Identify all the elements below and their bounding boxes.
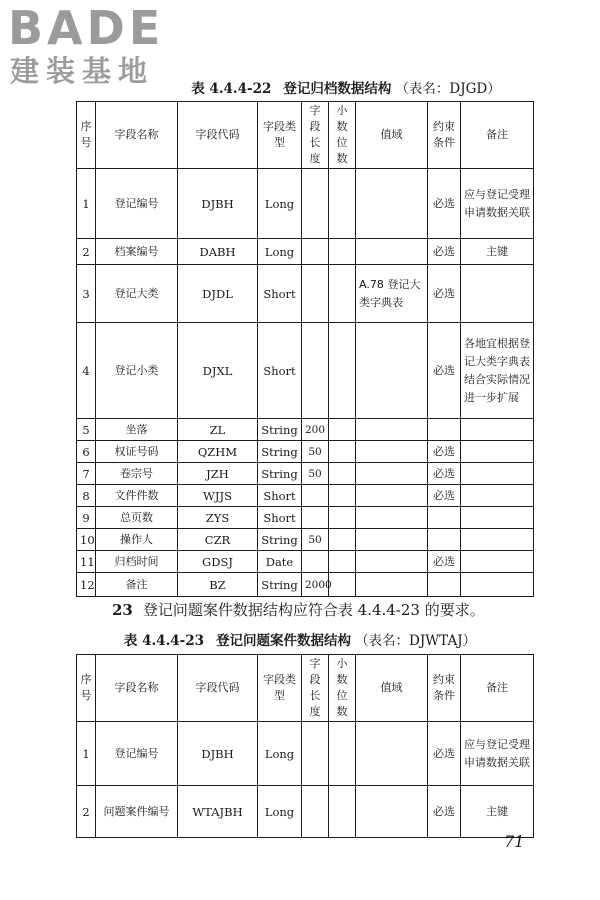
constraint-cell: 必选 <box>428 239 461 265</box>
page-number: 71 <box>504 832 525 851</box>
value-domain-cell <box>356 786 428 838</box>
seq-cell: 1 <box>77 169 96 239</box>
remark-cell <box>461 551 534 573</box>
constraint-cell <box>428 419 461 441</box>
field-name-cell: 登记小类 <box>96 323 178 419</box>
table1-header-row <box>77 102 534 169</box>
seq-cell: 2 <box>77 239 96 265</box>
field-code-cell: JZH <box>178 463 258 485</box>
field-type-cell: Short <box>258 265 302 323</box>
column-header: 小数位数 <box>329 655 356 722</box>
field-length-cell: 50 <box>302 529 329 551</box>
value-domain-cell <box>356 239 428 265</box>
table1 <box>76 101 534 597</box>
table-row <box>77 722 534 786</box>
field-type-cell: Date <box>258 551 302 573</box>
column-header: 字段类型 <box>258 102 302 169</box>
logo-brand: BADE <box>8 1 165 55</box>
column-header: 约束条件 <box>428 102 461 169</box>
remark-cell <box>461 463 534 485</box>
field-length-cell: 200 <box>302 419 329 441</box>
field-type-cell: Short <box>258 323 302 419</box>
decimal-places-cell <box>329 573 356 597</box>
field-type-cell: Short <box>258 507 302 529</box>
constraint-cell: 必选 <box>428 265 461 323</box>
field-code-cell: GDSJ <box>178 551 258 573</box>
field-length-cell <box>302 507 329 529</box>
table-row <box>77 463 534 485</box>
logo-subtitle: 建装基地 <box>10 54 155 88</box>
remark-cell: 应与登记受理申请数据关联 <box>461 169 534 239</box>
field-length-cell <box>302 722 329 786</box>
field-name-cell: 总页数 <box>96 507 178 529</box>
table-row <box>77 239 534 265</box>
field-type-cell: Long <box>258 722 302 786</box>
constraint-cell: 必选 <box>428 551 461 573</box>
field-name-cell: 登记编号 <box>96 169 178 239</box>
field-code-cell: DJBH <box>178 169 258 239</box>
table1-title: 登记归档数据结构 <box>283 81 392 97</box>
seq-cell: 4 <box>77 323 96 419</box>
column-header: 备注 <box>461 655 534 722</box>
table-row <box>77 529 534 551</box>
seq-cell: 1 <box>77 722 96 786</box>
table-row <box>77 551 534 573</box>
remark-cell: 各地宜根据登记大类字典表结合实际情况进一步扩展 <box>461 323 534 419</box>
value-domain-cell <box>356 722 428 786</box>
field-length-cell <box>302 323 329 419</box>
field-name-cell: 权证号码 <box>96 441 178 463</box>
table2 <box>76 654 534 838</box>
table-row <box>77 507 534 529</box>
column-header: 序号 <box>77 102 96 169</box>
remark-cell: 主键 <box>461 786 534 838</box>
field-name-cell: 文件件数 <box>96 485 178 507</box>
field-name-cell: 备注 <box>96 573 178 597</box>
clause-23 <box>112 600 485 620</box>
seq-cell: 3 <box>77 265 96 323</box>
value-domain-cell <box>356 485 428 507</box>
constraint-cell: 必选 <box>428 441 461 463</box>
field-code-cell: ZYS <box>178 507 258 529</box>
field-code-cell: ZL <box>178 419 258 441</box>
value-domain-cell <box>356 529 428 551</box>
field-code-cell: DJDL <box>178 265 258 323</box>
decimal-places-cell <box>329 507 356 529</box>
decimal-places-cell <box>329 529 356 551</box>
column-header: 字段类型 <box>258 655 302 722</box>
column-header: 备注 <box>461 102 534 169</box>
decimal-places-cell <box>329 463 356 485</box>
table2-title: 登记问题案件数据结构 <box>216 633 352 649</box>
clause-text: 登记问题案件数据结构应符合表 4.4.4-23 的要求。 <box>142 601 485 619</box>
field-length-cell <box>302 786 329 838</box>
field-type-cell: Long <box>258 169 302 239</box>
table1-caption <box>0 80 600 98</box>
field-code-cell: WTAJBH <box>178 786 258 838</box>
table2-number: 表 4.4.4-23 <box>123 633 205 649</box>
decimal-places-cell <box>329 551 356 573</box>
remark-cell <box>461 265 534 323</box>
field-type-cell: Long <box>258 239 302 265</box>
value-domain-cell <box>356 507 428 529</box>
remark-cell <box>461 441 534 463</box>
field-type-cell: String <box>258 419 302 441</box>
constraint-cell: 必选 <box>428 722 461 786</box>
constraint-cell: 必选 <box>428 485 461 507</box>
field-name-cell: 登记编号 <box>96 722 178 786</box>
table2-header-row <box>77 655 534 722</box>
field-length-cell <box>302 169 329 239</box>
remark-cell: 应与登记受理申请数据关联 <box>461 722 534 786</box>
table2-table-name: （表名：DJWTAJ） <box>355 633 477 649</box>
field-length-cell: 2000 <box>302 573 329 597</box>
table1-body <box>77 169 534 597</box>
seq-cell: 7 <box>77 463 96 485</box>
column-header: 字段名称 <box>96 102 178 169</box>
clause-number: 23 <box>112 601 133 619</box>
constraint-cell: 必选 <box>428 786 461 838</box>
decimal-places-cell <box>329 485 356 507</box>
field-name-cell: 登记大类 <box>96 265 178 323</box>
value-domain-cell <box>356 463 428 485</box>
remark-cell <box>461 507 534 529</box>
seq-cell: 12 <box>77 573 96 597</box>
value-domain-cell <box>356 323 428 419</box>
field-code-cell: WJJS <box>178 485 258 507</box>
field-name-cell: 问题案件编号 <box>96 786 178 838</box>
value-domain-cell <box>356 551 428 573</box>
constraint-cell: 必选 <box>428 463 461 485</box>
constraint-cell <box>428 573 461 597</box>
field-type-cell: String <box>258 529 302 551</box>
value-domain-cell <box>356 573 428 597</box>
seq-cell: 9 <box>77 507 96 529</box>
remark-cell: 主键 <box>461 239 534 265</box>
field-code-cell: QZHM <box>178 441 258 463</box>
field-length-cell <box>302 239 329 265</box>
column-header: 字段长度 <box>302 655 329 722</box>
table-row <box>77 441 534 463</box>
column-header: 字段代码 <box>178 102 258 169</box>
field-code-cell: DJBH <box>178 722 258 786</box>
field-name-cell: 卷宗号 <box>96 463 178 485</box>
constraint-cell <box>428 529 461 551</box>
table-row <box>77 573 534 597</box>
decimal-places-cell <box>329 722 356 786</box>
field-length-cell: 50 <box>302 441 329 463</box>
column-header: 字段代码 <box>178 655 258 722</box>
table-row <box>77 169 534 239</box>
field-code-cell: CZR <box>178 529 258 551</box>
field-length-cell <box>302 265 329 323</box>
seq-cell: 2 <box>77 786 96 838</box>
decimal-places-cell <box>329 323 356 419</box>
remark-cell <box>461 573 534 597</box>
remark-cell <box>461 529 534 551</box>
column-header: 值域 <box>356 655 428 722</box>
seq-cell: 8 <box>77 485 96 507</box>
field-type-cell: String <box>258 463 302 485</box>
column-header: 字段长度 <box>302 102 329 169</box>
field-type-cell: Short <box>258 485 302 507</box>
decimal-places-cell <box>329 265 356 323</box>
table-row <box>77 485 534 507</box>
field-length-cell <box>302 485 329 507</box>
field-length-cell <box>302 551 329 573</box>
decimal-places-cell <box>329 786 356 838</box>
table-row <box>77 323 534 419</box>
field-length-cell: 50 <box>302 463 329 485</box>
field-code-cell: DJXL <box>178 323 258 419</box>
field-type-cell: String <box>258 573 302 597</box>
column-header: 小数位数 <box>329 102 356 169</box>
column-header: 值域 <box>356 102 428 169</box>
field-code-cell: BZ <box>178 573 258 597</box>
constraint-cell: 必选 <box>428 323 461 419</box>
constraint-cell <box>428 507 461 529</box>
table-row <box>77 265 534 323</box>
table-row <box>77 786 534 838</box>
seq-cell: 6 <box>77 441 96 463</box>
seq-cell: 10 <box>77 529 96 551</box>
field-name-cell: 操作人 <box>96 529 178 551</box>
table2-body <box>77 722 534 838</box>
column-header: 序号 <box>77 655 96 722</box>
field-type-cell: String <box>258 441 302 463</box>
value-domain-cell <box>356 419 428 441</box>
table1-number: 表 4.4.4-22 <box>191 81 272 97</box>
field-name-cell: 坐落 <box>96 419 178 441</box>
value-domain-cell <box>356 169 428 239</box>
table-row <box>77 419 534 441</box>
seq-cell: 11 <box>77 551 96 573</box>
column-header: 约束条件 <box>428 655 461 722</box>
table1-table-name: （表名：DJGD） <box>395 81 501 97</box>
seq-cell: 5 <box>77 419 96 441</box>
remark-cell <box>461 419 534 441</box>
field-type-cell: Long <box>258 786 302 838</box>
column-header: 字段名称 <box>96 655 178 722</box>
field-code-cell: DABH <box>178 239 258 265</box>
value-domain-cell <box>356 441 428 463</box>
table2-caption <box>0 632 600 650</box>
decimal-places-cell <box>329 441 356 463</box>
value-domain-cell: A.78 登记大类字典表 <box>356 265 428 323</box>
decimal-places-cell <box>329 419 356 441</box>
decimal-places-cell <box>329 239 356 265</box>
field-name-cell: 档案编号 <box>96 239 178 265</box>
decimal-places-cell <box>329 169 356 239</box>
constraint-cell: 必选 <box>428 169 461 239</box>
field-name-cell: 归档时间 <box>96 551 178 573</box>
remark-cell <box>461 485 534 507</box>
